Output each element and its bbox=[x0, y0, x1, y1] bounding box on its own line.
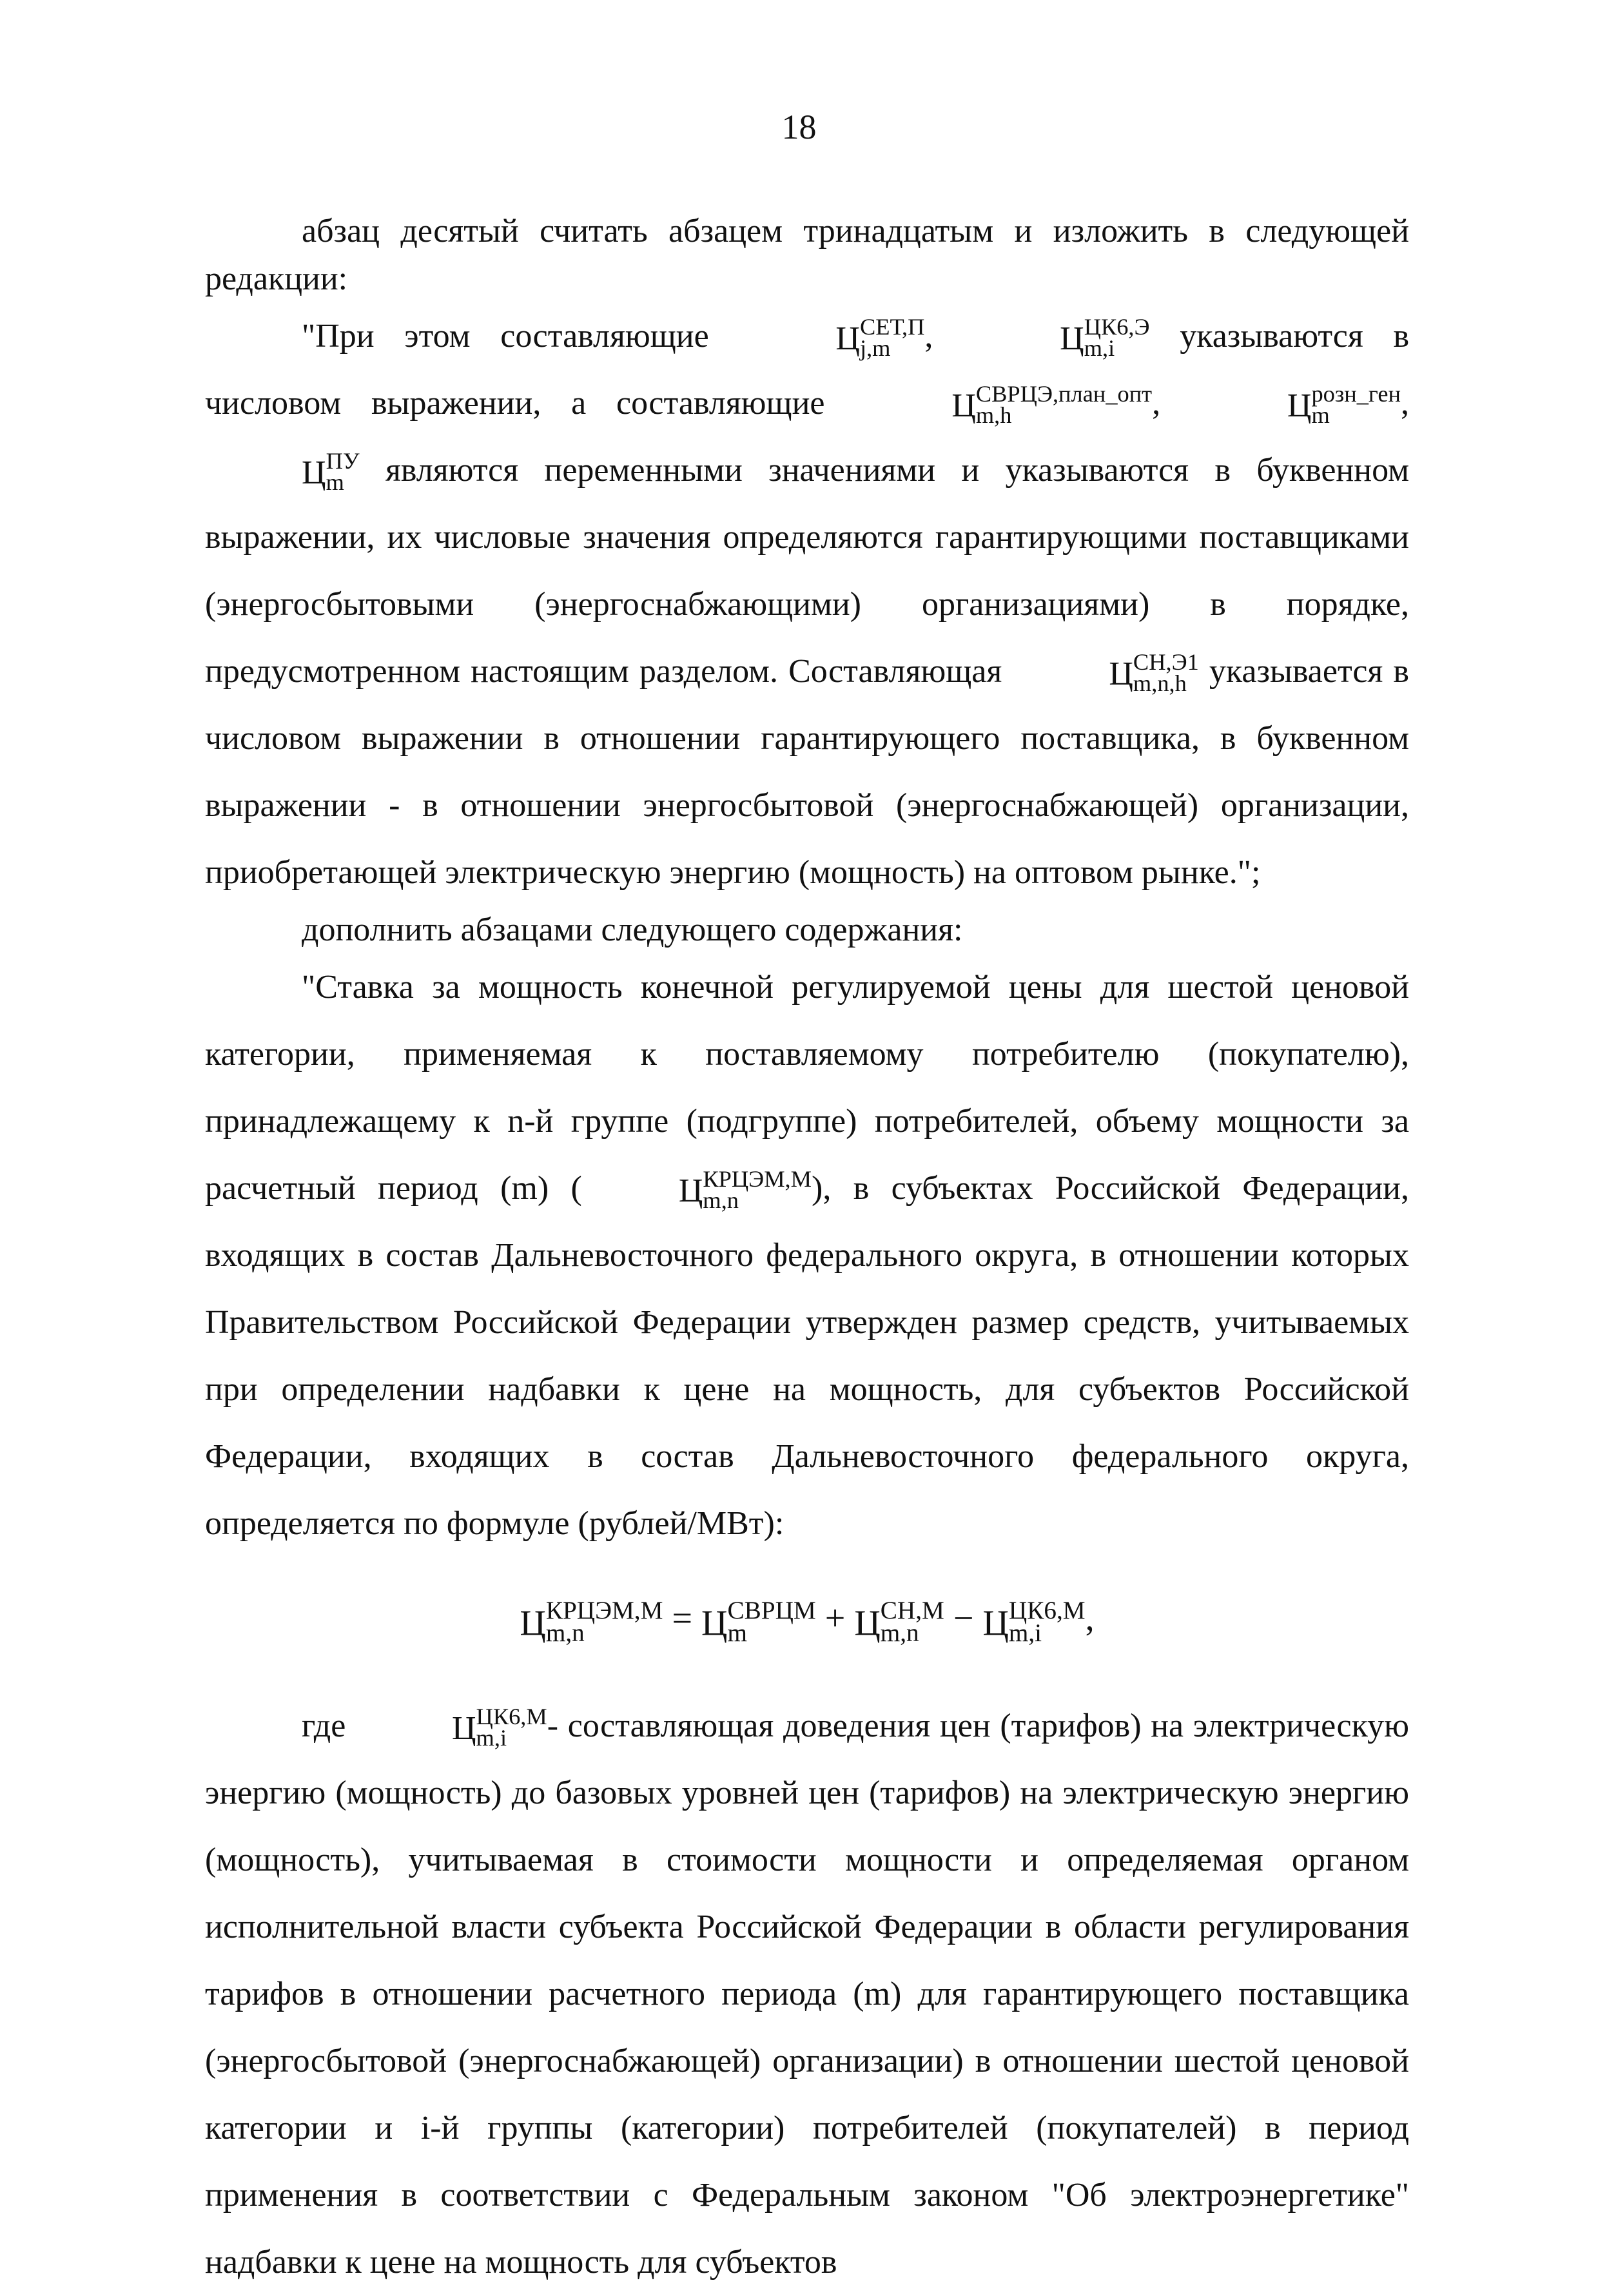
paragraph-2: "При этом составляющие Ц СЕТ,П j,m , Ц ЦК6,Э m,i указываются в числовом выражении, а составляющие Ц СВРЦЭ,план_опт m,h , Ц розн_ген m , Ц ПУ m являются переменными значениями и указываются в буквенном выражении, их числовые значения определяются гарантирующими поставщиками (энергосбытовыми (энергоснабжающими) организациями) в порядке, предусмотренном настоящим разделом. Составляющая Ц СН,Э1 m,n,h указывается в числовом выражении в отношении гарантирующего поставщика, в буквенном выражении - в отношении энергосбытовой (энергоснабжающей) организации, приобретающей электрическую энергию (мощность) на оптовом рынке."; bbox=[205, 314, 1410, 891]
formula-lhs: Ц КРЦЭМ,М m,n bbox=[520, 1596, 663, 1648]
symbol-c-set-p: Ц СЕТ,П j,m bbox=[835, 314, 925, 361]
formula-comma: , bbox=[1085, 1599, 1095, 1639]
paragraph-1: абзац десятый считать абзацем тринадцатым и изложить в следующей редакции: bbox=[205, 213, 1409, 297]
formula-term-svrcm: Ц СВРЦМ m bbox=[701, 1596, 816, 1648]
formula bbox=[205, 1583, 1409, 1654]
paragraph-4-text-a: "Ставка за мощность конечной регулируемой цены для шестой ценовой категории, применяемая к поставляемому потребителю (покупателю), принадлежащему к n-й группе (подгруппе) потребителей, объему мощности за расчетный период (m) ( bbox=[205, 969, 1409, 1207]
paragraph-3: дополнить абзацами следующего содержания: bbox=[302, 911, 963, 948]
symbol-c-sn-e1: Ц СН,Э1 m,n,h bbox=[1109, 649, 1199, 696]
paragraph-4 bbox=[205, 954, 1409, 1557]
paragraph-2-text-b: указываются в числовом выражении, а составляющие bbox=[205, 318, 1410, 422]
formula-plus: + bbox=[824, 1599, 846, 1639]
symbol-c-ck6-m: Ц ЦК6,М m,i bbox=[451, 1704, 547, 1751]
page-number: 18 bbox=[781, 108, 817, 146]
paragraph-5-text-b: составляющая доведения цен (тарифов) на электрическую энергию (мощность) до базовых уровней цен (тарифов) на электрическую энергию (мощность), учитываемая в стоимости мощности и определяемая органом исполнительной власти субъекта Российской Федерации в области регулирования тарифов в отношении расчетного периода (m) для гарантирующего поставщика (энергосбытовой (энергоснабжающей) организации) в отношении шестой ценовой категории и i-й группы (категории) потребителей (покупателей) в период применения в соответствии с Федеральным законом "Об электроэнергетике" надбавки к цене на мощность для субъектов bbox=[205, 1707, 1409, 2281]
formula-eq: = bbox=[672, 1599, 693, 1639]
paragraph-2-text-c: являются переменными значениями и указываются в буквенном выражении, их числовые значения определяются гарантирующими поставщиками (энергосбытовыми (энергоснабжающими) организациями) в порядке, предусмотренном настоящим разделом. Составляющая bbox=[205, 452, 1409, 690]
symbol-c-ck6-e: Ц ЦК6,Э m,i bbox=[1060, 314, 1150, 361]
symbol-c-pu: Ц ПУ m bbox=[302, 448, 360, 495]
paragraph-4-text-b: ), в субъектах Российской Федерации, входящих в состав Дальневосточного федерального округа, в отношении которых Правительством Российской Федерации утвержден размер средств, учитываемых при определении надбавки к цене на мощность, для субъектов Российской Федерации, входящих в состав Дальневосточного федерального округа, определяется по формуле (рублей/МВт): bbox=[205, 1170, 1410, 1542]
formula-term-sn-m: Ц СН,М m,n bbox=[854, 1596, 944, 1648]
formula-term-ck6-m: Ц ЦК6,М m,i bbox=[982, 1596, 1086, 1648]
formula-minus: − bbox=[953, 1599, 974, 1639]
symbol-c-svrce-plan: Ц СВРЦЭ,план_опт m,h bbox=[951, 381, 1153, 428]
paragraph-5-text-a: где bbox=[302, 1707, 355, 1744]
paragraph-2-text-a: "При этом составляющие bbox=[302, 318, 739, 355]
paragraph-2-text-d: указывается в числовом выражении в отношении гарантирующего поставщика, в буквенном выражении - в отношении энергосбытовой (энергоснабжающей) организации, приобретающей электрическую энергию (мощность) на оптовом рынке."; bbox=[205, 653, 1409, 891]
document-body bbox=[205, 208, 1409, 2296]
symbol-c-rozn-gen: Ц розн_ген m bbox=[1287, 381, 1401, 428]
paragraph-5: где Ц ЦК6,М m,i - составляющая доведения цен (тарифов) на электрическую энергию (мощность) до базовых уровней цен (тарифов) на электрическую энергию (мощность), учитываемая в стоимости мощности и определяемая органом исполнительной власти субъекта Российской Федерации в области регулирования тарифов в отношении расчетного периода (m) для гарантирующего поставщика (энергосбытовой (энергоснабжающей) организации) в отношении шестой ценовой категории и i-й группы (категории) потребителей (покупателей) в период применения в соответствии с Федеральным законом "Об электроэнергетике" надбавки к цене на мощность для субъектов bbox=[205, 1704, 1409, 2281]
symbol-c-krcem-m: Ц КРЦЭМ,М m,n bbox=[678, 1166, 812, 1213]
